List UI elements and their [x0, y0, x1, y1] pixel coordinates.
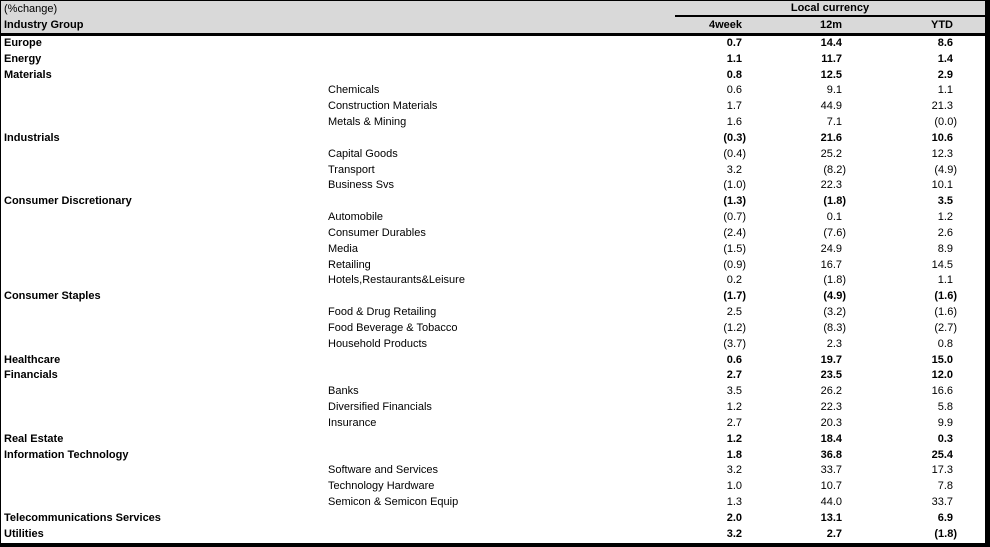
local-currency-label: Local currency	[790, 2, 870, 14]
industry-group-label: Consumer Staples	[4, 290, 101, 303]
table-row	[1, 527, 985, 543]
value-4week: 0.2	[726, 274, 742, 287]
table-row	[1, 463, 985, 479]
local-currency-header	[675, 1, 985, 17]
value-4week: 2.5	[726, 306, 742, 319]
sub-industry-label	[327, 432, 671, 448]
table-row	[1, 511, 985, 527]
value-12m: 25.2	[820, 147, 842, 160]
value-ytd: 1.4	[937, 52, 953, 65]
industry-group-label	[1, 115, 327, 131]
value-4week: (1.2)	[723, 321, 746, 334]
value-12m: 20.3	[820, 416, 842, 429]
value-4week: 3.2	[726, 464, 742, 477]
value-4week: 1.1	[726, 52, 742, 65]
value-ytd: 0.8	[937, 337, 953, 350]
table-body	[1, 36, 985, 543]
value-4week: (3.7)	[723, 337, 746, 350]
table-row	[1, 416, 985, 432]
value-4week: (1.3)	[723, 195, 746, 208]
value-12m: 13.1	[820, 511, 842, 524]
value-12m: (8.2)	[823, 163, 846, 176]
industry-group-label	[1, 147, 327, 163]
sub-industry-label: Diversified Financials	[328, 401, 432, 414]
value-ytd: 5.8	[937, 401, 953, 414]
value-12m: 44.0	[820, 496, 842, 509]
value-ytd: 16.6	[931, 385, 953, 398]
sub-industry-label	[327, 36, 671, 52]
industry-group-label	[1, 321, 327, 337]
industry-group-label: Industrials	[4, 131, 60, 144]
value-ytd: 21.3	[931, 100, 953, 113]
value-ytd: (2.7)	[934, 321, 957, 334]
value-ytd: 1.2	[937, 211, 953, 224]
value-ytd: 2.6	[937, 226, 953, 239]
table-row	[1, 305, 985, 321]
table-row	[1, 131, 985, 147]
industry-group-label: Telecommunications Services	[4, 511, 161, 524]
value-4week: (0.7)	[723, 211, 746, 224]
value-4week: 2.0	[726, 511, 742, 524]
value-ytd: 3.5	[937, 195, 953, 208]
table-row	[1, 36, 985, 52]
table-row	[1, 448, 985, 464]
value-12m: 21.6	[820, 131, 842, 144]
table-row	[1, 479, 985, 495]
industry-group-label	[1, 163, 327, 179]
value-12m: 0.1	[826, 211, 842, 224]
value-ytd: (0.0)	[934, 116, 957, 129]
industry-group-label	[1, 479, 327, 495]
header-row-units	[1, 1, 985, 17]
table-row	[1, 147, 985, 163]
sub-industry-label: Semicon & Semicon Equip	[328, 496, 459, 509]
value-ytd: 9.9	[937, 416, 953, 429]
table-row	[1, 226, 985, 242]
sub-industry-label: Automobile	[328, 211, 384, 224]
industry-group-label	[1, 416, 327, 432]
sub-industry-label: Technology Hardware	[328, 480, 435, 493]
industry-group-label	[1, 337, 327, 353]
value-ytd: 12.0	[931, 369, 953, 382]
sub-industry-label: Transport	[328, 163, 375, 176]
value-ytd: 33.7	[931, 496, 953, 509]
value-ytd: 7.8	[937, 480, 953, 493]
value-4week: 2.7	[726, 369, 742, 382]
table-row	[1, 163, 985, 179]
sub-industry-label: Consumer Durables	[328, 226, 426, 239]
value-ytd: 15.0	[931, 353, 953, 366]
value-12m: 2.3	[826, 337, 842, 350]
sub-industry-label: Business Svs	[328, 179, 395, 192]
table-row	[1, 242, 985, 258]
value-ytd: (1.6)	[934, 290, 957, 303]
value-12m: (4.9)	[823, 290, 846, 303]
industry-group-label	[1, 384, 327, 400]
value-12m: 36.8	[820, 448, 842, 461]
value-ytd: 25.4	[931, 448, 953, 461]
value-12m: 22.3	[820, 401, 842, 414]
industry-group-label	[1, 463, 327, 479]
value-12m: (8.3)	[823, 321, 846, 334]
industry-group-label: Consumer Discretionary	[4, 195, 132, 208]
value-4week: 0.6	[726, 353, 742, 366]
column-header-12m: 12m	[819, 19, 842, 31]
sub-industry-label	[327, 368, 671, 384]
sub-industry-label: Food & Drug Retailing	[328, 306, 437, 319]
sub-industry-label: Hotels,Restaurants&Leisure	[328, 274, 465, 287]
sub-industry-label: Software and Services	[328, 464, 439, 477]
industry-group-label	[1, 210, 327, 226]
value-12m: 26.2	[820, 385, 842, 398]
sub-industry-label: Food Beverage & Tobacco	[328, 321, 458, 334]
table-row	[1, 194, 985, 210]
value-ytd: (1.8)	[934, 527, 957, 540]
table-row	[1, 353, 985, 369]
value-12m: 11.7	[821, 52, 842, 65]
sub-industry-label: Construction Materials	[328, 100, 438, 113]
table-row	[1, 115, 985, 131]
value-ytd: 2.9	[937, 68, 953, 81]
value-ytd: 1.1	[937, 274, 953, 287]
value-12m: 2.7	[826, 527, 842, 540]
value-4week: (2.4)	[723, 226, 746, 239]
column-header-ytd: YTD	[931, 19, 953, 31]
value-4week: 3.2	[726, 163, 742, 176]
value-ytd: 8.9	[937, 242, 953, 255]
value-4week: 0.8	[726, 68, 742, 81]
value-12m: 33.7	[820, 464, 842, 477]
sub-industry-label: Capital Goods	[328, 147, 398, 160]
industry-group-label: Europe	[4, 37, 42, 49]
value-4week: 1.6	[726, 116, 742, 129]
value-4week: 0.7	[726, 37, 742, 49]
table-row	[1, 52, 985, 68]
percent-change-label: (%change)	[4, 3, 58, 15]
value-12m: 44.9	[820, 100, 842, 113]
table-row	[1, 368, 985, 384]
value-12m: 12.5	[820, 68, 842, 81]
value-12m: 16.7	[820, 258, 842, 271]
sub-industry-label: Chemicals	[328, 84, 380, 97]
value-12m: 9.1	[826, 84, 842, 97]
industry-group-label	[1, 258, 327, 274]
industry-group-label: Healthcare	[4, 353, 61, 366]
value-ytd: 1.1	[937, 84, 953, 97]
industry-group-label	[1, 99, 327, 115]
industry-group-label: Energy	[4, 52, 42, 65]
value-12m: 10.7	[820, 480, 842, 493]
table-row	[1, 83, 985, 99]
industry-group-label: Financials	[4, 369, 58, 382]
value-4week: 3.5	[726, 385, 742, 398]
table-row	[1, 495, 985, 511]
value-12m: (1.8)	[823, 274, 846, 287]
value-12m: 14.4	[820, 37, 842, 49]
industry-group-label	[1, 226, 327, 242]
value-12m: 19.7	[820, 353, 842, 366]
value-4week: 2.7	[726, 416, 742, 429]
industry-group-label	[1, 178, 327, 194]
table-row	[1, 400, 985, 416]
value-ytd: 6.9	[937, 511, 953, 524]
value-ytd: 10.6	[931, 131, 953, 144]
value-ytd: 17.3	[931, 464, 953, 477]
industry-group-label	[1, 305, 327, 321]
value-ytd: (1.6)	[934, 306, 957, 319]
sub-industry-label: Insurance	[328, 416, 377, 429]
sub-industry-label	[327, 511, 671, 527]
value-4week: 1.7	[726, 100, 742, 113]
table-row	[1, 337, 985, 353]
table-row	[1, 321, 985, 337]
value-12m: 23.5	[820, 369, 842, 382]
sub-industry-label: Metals & Mining	[328, 116, 407, 129]
value-12m: 22.3	[820, 179, 842, 192]
industry-group-label	[1, 242, 327, 258]
table-header	[1, 1, 985, 33]
value-ytd: 10.1	[931, 179, 953, 192]
sub-industry-label: Banks	[328, 385, 359, 398]
sub-industry-label: Household Products	[328, 337, 428, 350]
value-4week: (0.3)	[723, 131, 746, 144]
value-4week: 1.8	[726, 448, 742, 461]
table-row	[1, 68, 985, 84]
sub-industry-label: Retailing	[328, 258, 371, 271]
sub-industry-label	[327, 289, 671, 305]
sub-industry-label	[327, 353, 671, 369]
sub-industry-label	[327, 527, 671, 543]
sub-industry-label	[327, 52, 671, 68]
table-row	[1, 273, 985, 289]
industry-group-header: Industry Group	[4, 19, 84, 31]
value-ytd: 14.5	[931, 258, 953, 271]
value-4week: (1.5)	[723, 242, 746, 255]
value-4week: 0.6	[726, 84, 742, 97]
value-ytd: 8.6	[937, 37, 953, 49]
table-row	[1, 289, 985, 305]
table-row	[1, 210, 985, 226]
industry-group-label	[1, 400, 327, 416]
value-4week: (0.4)	[723, 147, 746, 160]
sub-industry-label	[327, 448, 671, 464]
industry-group-label	[1, 83, 327, 99]
value-4week: (1.7)	[723, 290, 746, 303]
value-12m: 7.1	[826, 116, 842, 129]
value-ytd: (4.9)	[934, 163, 957, 176]
sub-industry-label	[327, 194, 671, 210]
table-row	[1, 178, 985, 194]
header-row-columns	[1, 17, 985, 33]
value-12m: (7.6)	[823, 226, 846, 239]
table-row	[1, 258, 985, 274]
table-row	[1, 99, 985, 115]
table-row	[1, 432, 985, 448]
value-4week: 1.0	[726, 480, 742, 493]
column-header-4week: 4week	[708, 19, 742, 31]
value-4week: (0.9)	[723, 258, 746, 271]
sub-industry-label	[327, 68, 671, 84]
table-row	[1, 384, 985, 400]
value-12m: 18.4	[820, 432, 842, 445]
industry-group-label: Utilities	[4, 527, 44, 540]
industry-group-label: Information Technology	[4, 448, 129, 461]
industry-group-label	[1, 495, 327, 511]
value-12m: (1.8)	[823, 195, 846, 208]
sub-industry-label: Media	[328, 242, 358, 255]
industry-group-label	[1, 273, 327, 289]
value-4week: (1.0)	[723, 179, 746, 192]
value-4week: 3.2	[726, 527, 742, 540]
sub-industry-label	[327, 131, 671, 147]
value-4week: 1.2	[726, 401, 742, 414]
value-ytd: 12.3	[931, 147, 953, 160]
industry-group-label: Materials	[4, 68, 52, 81]
value-12m: 24.9	[820, 242, 842, 255]
value-4week: 1.3	[726, 496, 742, 509]
value-4week: 1.2	[726, 432, 742, 445]
value-ytd: 0.3	[937, 432, 953, 445]
value-12m: (3.2)	[823, 306, 846, 319]
industry-group-label: Real Estate	[4, 432, 64, 445]
